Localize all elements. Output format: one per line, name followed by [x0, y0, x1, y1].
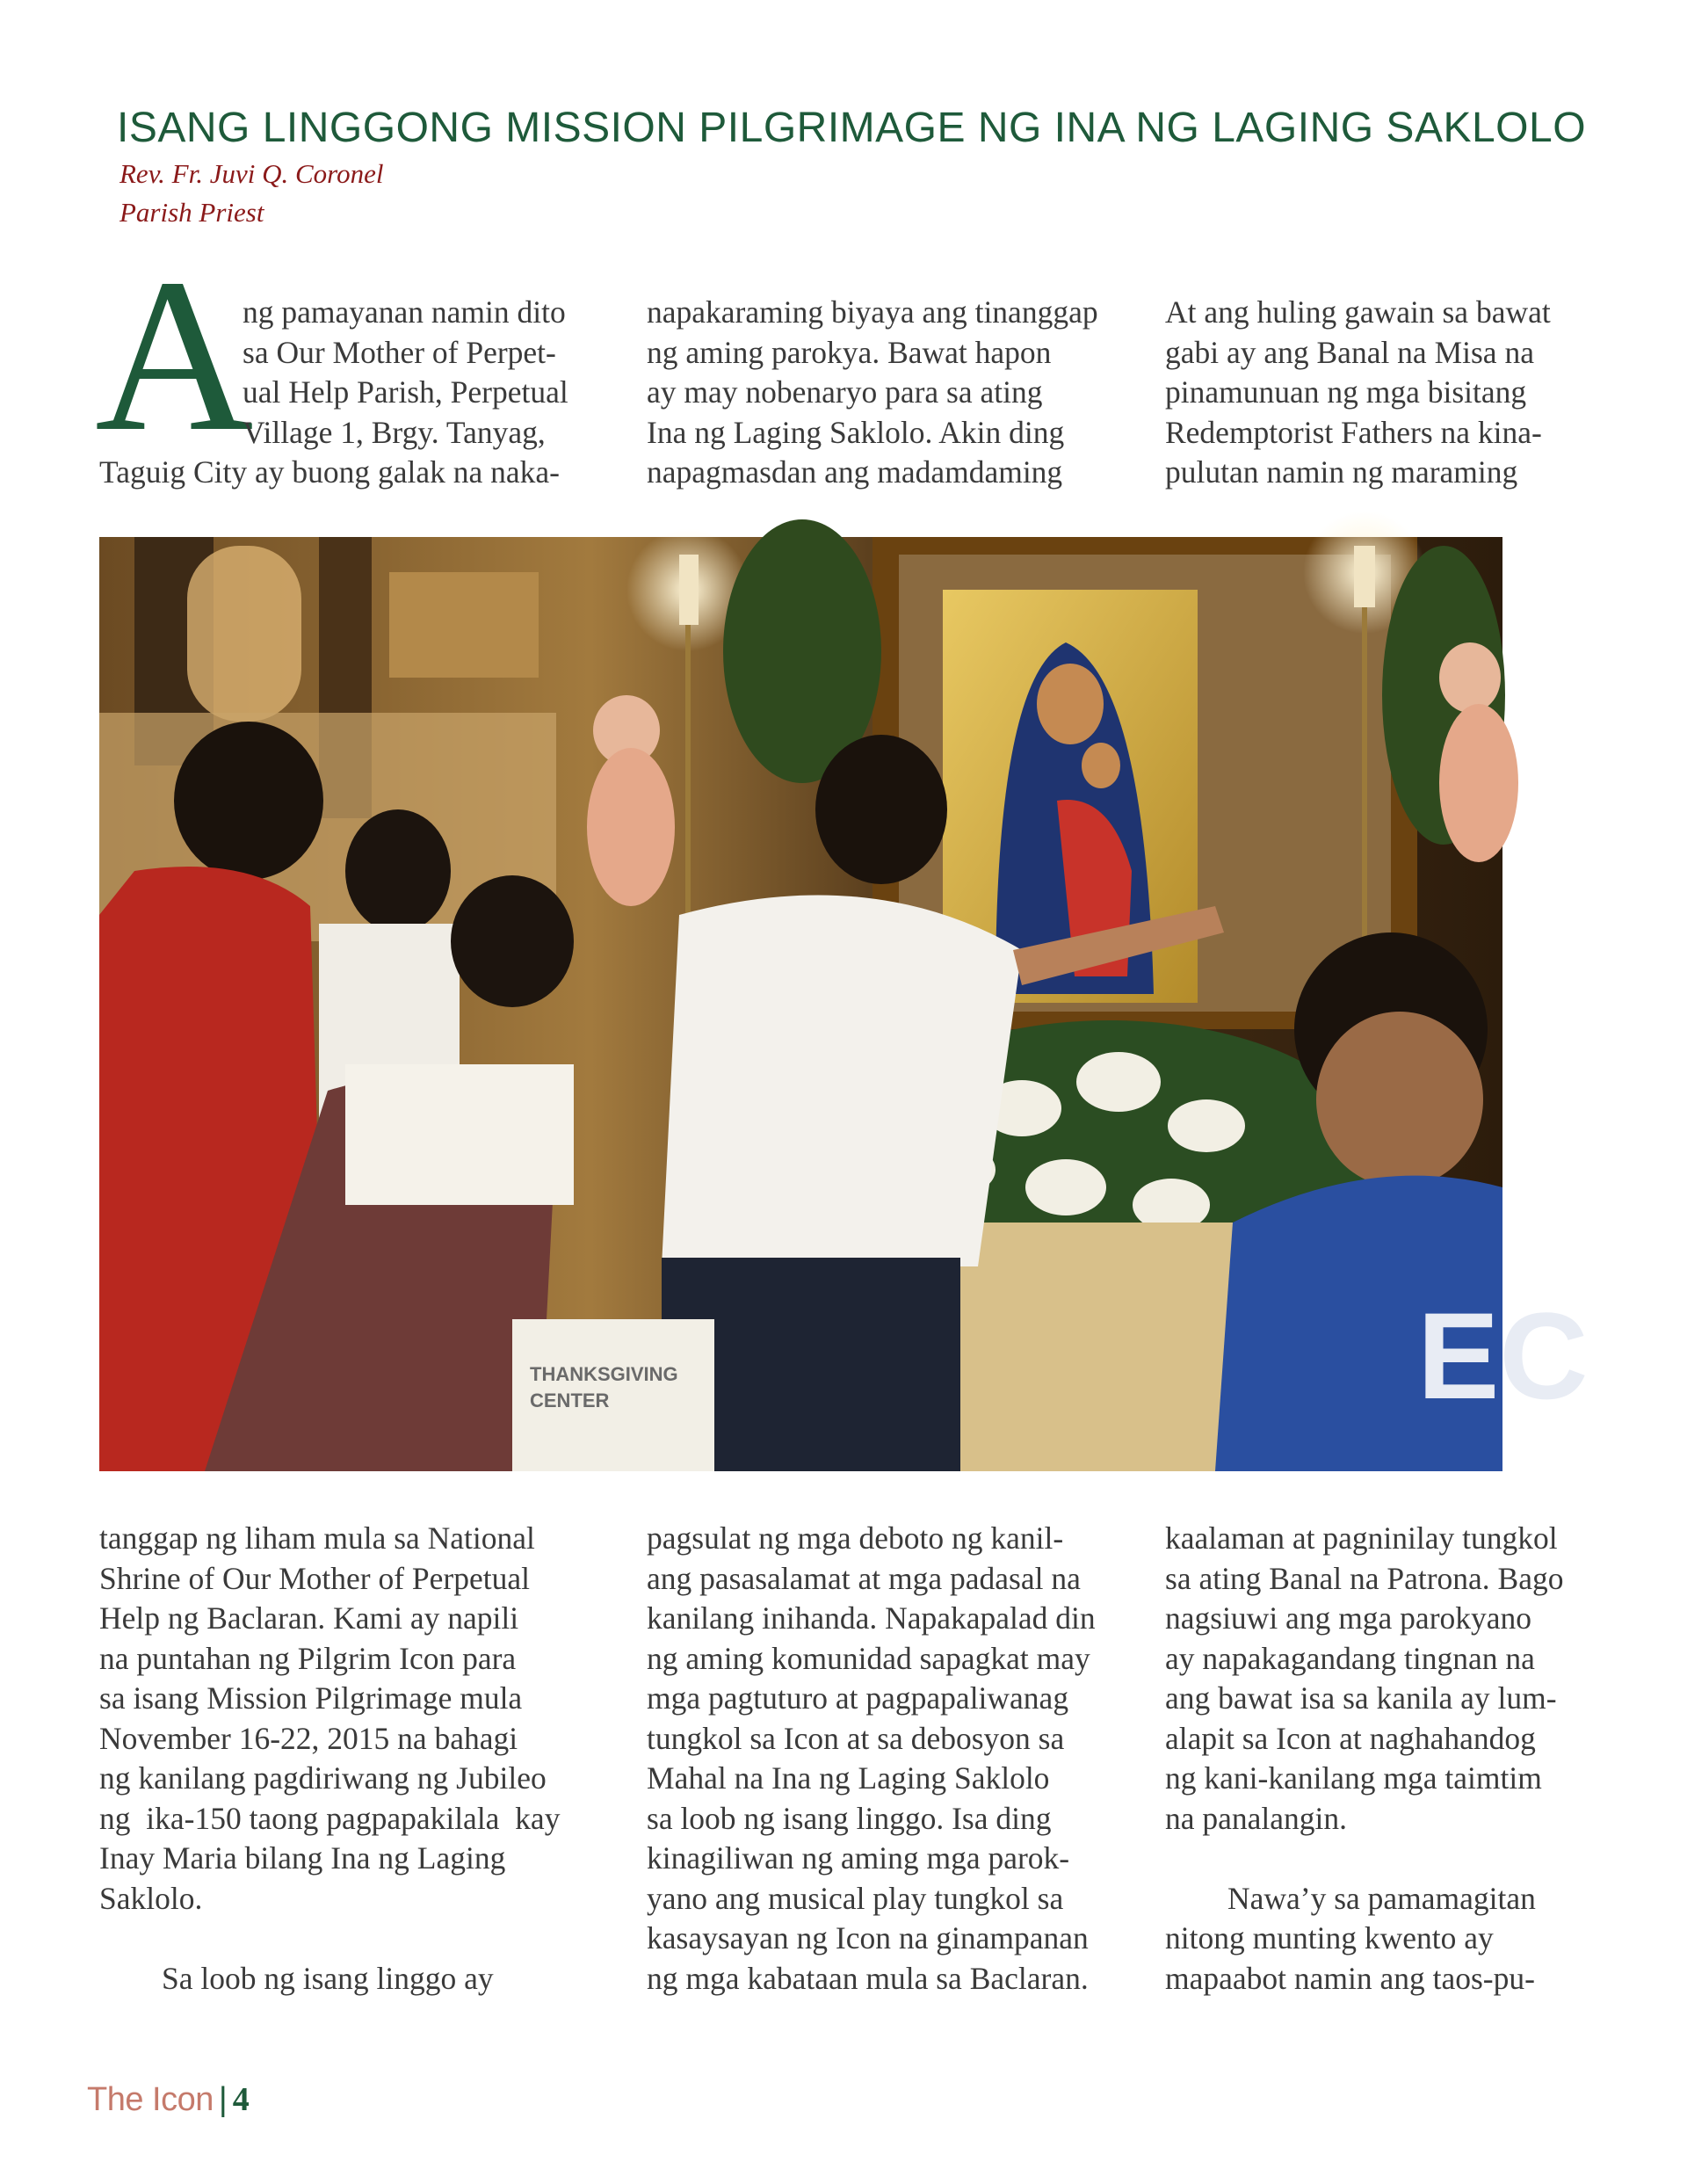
- text-line: ang bawat isa sa kanila ay lum-: [1165, 1680, 1557, 1716]
- text-line: ng aming parokya. Bawat hapon: [647, 334, 1052, 370]
- column-top-2: [647, 293, 1139, 493]
- paragraph-gap: [1165, 1839, 1657, 1879]
- text-line: sa ating Banal na Patrona. Bago: [1165, 1560, 1564, 1596]
- text-line: Help ng Baclaran. Kami ay napili: [99, 1600, 519, 1636]
- drop-cap: A: [95, 234, 254, 477]
- column-bottom-3: [1165, 1519, 1657, 1999]
- column-bottom-2: [647, 1519, 1139, 1999]
- text-line: sa isang Mission Pilgrimage mula: [99, 1680, 523, 1716]
- woman-hair: [174, 722, 323, 880]
- text-line: kanilang inihanda. Napakapalad din: [647, 1600, 1096, 1636]
- altar-back: [389, 572, 539, 678]
- text-line: mga pagtuturo at pagpapaliwanag: [647, 1680, 1069, 1716]
- cherub-body: [1439, 704, 1518, 862]
- cherub-body: [587, 748, 675, 906]
- box-label: CENTER: [530, 1389, 610, 1411]
- photo-illustration: [99, 537, 1589, 1471]
- arch: [187, 546, 301, 722]
- text-line: pinamunuan ng mga bisitang: [1165, 374, 1527, 410]
- text-line: napakaraming biyaya ang tinanggap: [647, 294, 1098, 330]
- paragraph-gap: [99, 1919, 591, 1959]
- text-line: tungkol sa Icon at sa debosyon sa: [647, 1720, 1065, 1756]
- boy-head: [345, 809, 451, 932]
- text-line: yano ang musical play tungkol sa: [647, 1880, 1064, 1916]
- candle: [1354, 546, 1375, 607]
- text-line: pulutan namin ng maraming: [1165, 454, 1518, 490]
- text-line: ual Help Parish, Perpetual: [243, 374, 568, 410]
- text-line: ang pasasalamat at mga padasal na: [647, 1560, 1081, 1596]
- text-line: kaalaman at pagninilay tungkol: [1165, 1520, 1558, 1556]
- author-name: Rev. Fr. Juvi Q. Coronel: [119, 158, 384, 189]
- white-flower: [1025, 1159, 1106, 1215]
- text-line: mapaabot namin ang taos-pu-: [1165, 1960, 1535, 1996]
- text-line: Saklolo.: [99, 1880, 203, 1916]
- text-line: ng ika-150 taong pagpapakilala kay: [99, 1800, 561, 1836]
- text-line: ng pamayanan namin dito: [243, 294, 566, 330]
- white-flower: [1168, 1099, 1245, 1152]
- column-top-1-last-line: [99, 453, 626, 493]
- box-label: THANKSGIVING: [530, 1363, 678, 1385]
- text-line: ay napakagandang tingnan na: [1165, 1640, 1535, 1676]
- text-line: na panalangin.: [1165, 1800, 1348, 1836]
- girl-head: [451, 875, 574, 1007]
- text-line: Shrine of Our Mother of Perpetual: [99, 1560, 530, 1596]
- text-line: Inay Maria bilang Ina ng Laging: [99, 1840, 506, 1876]
- text-line: nagsiuwi ang mga parokyano: [1165, 1600, 1532, 1636]
- text-line: Redemptorist Fathers na kina-: [1165, 414, 1542, 450]
- boy-face: [1316, 1012, 1483, 1187]
- girl-blouse: [345, 1064, 574, 1205]
- text-line: sa Our Mother of Perpet-: [243, 334, 556, 370]
- woman-hair: [815, 735, 947, 884]
- text-line: Nawa’y sa pamamagitan: [1165, 1880, 1536, 1916]
- candle-stand: [685, 625, 691, 941]
- text-line: gabi ay ang Banal na Misa na: [1165, 334, 1534, 370]
- author-role: Parish Priest: [119, 197, 264, 228]
- text-line: alapit sa Icon at naghahandog: [1165, 1720, 1536, 1756]
- mary-face: [1037, 664, 1104, 744]
- text-line: pagsulat ng mga deboto ng kanil-: [647, 1520, 1064, 1556]
- text-line: na puntahan ng Pilgrim Icon para: [99, 1640, 517, 1676]
- text-line: ng kani-kanilang mga taimtim: [1165, 1760, 1542, 1796]
- page-number: 4: [232, 2081, 250, 2118]
- candle-stand: [1362, 607, 1367, 959]
- text-line: ng kanilang pagdiriwang ng Jubileo: [99, 1760, 547, 1796]
- text-line: Taguig City ay buong galak na naka-: [99, 454, 560, 490]
- shirt-print: EC: [1417, 1287, 1589, 1425]
- text-line: Ina ng Laging Saklolo. Akin ding: [647, 414, 1065, 450]
- cherub-head: [1439, 642, 1501, 713]
- text-line: ng mga kabataan mula sa Baclaran.: [647, 1960, 1089, 1996]
- column-top-3: [1165, 293, 1657, 493]
- article-photo: [99, 537, 1589, 1471]
- text-line: Village 1, Brgy. Tanyag,: [243, 414, 546, 450]
- column-top-1: [243, 293, 612, 453]
- article-title: ISANG LINGGONG MISSION PILGRIMAGE NG INA NG LAGING SAKLOLO: [117, 105, 1587, 151]
- text-line: Sa loob ng isang linggo ay: [99, 1960, 494, 1996]
- text-line: tanggap ng liham mula sa National: [99, 1520, 535, 1556]
- text-line: At ang huling gawain sa bawat: [1165, 294, 1551, 330]
- text-line: kinagiliwan ng aming mga parok-: [647, 1840, 1070, 1876]
- footer-separator: |: [218, 2081, 228, 2118]
- candle: [679, 555, 699, 625]
- text-line: ng aming komunidad sapagkat may: [647, 1640, 1090, 1676]
- text-line: ay may nobenaryo para sa ating: [647, 374, 1043, 410]
- child-face: [1082, 743, 1120, 788]
- publication-name: The Icon: [87, 2081, 214, 2118]
- column-bottom-1: [99, 1519, 591, 1999]
- text-line: nitong munting kwento ay: [1165, 1920, 1494, 1955]
- text-line: napagmasdan ang madamdaming: [647, 454, 1063, 490]
- page-footer: [87, 2080, 250, 2119]
- text-line: November 16-22, 2015 na bahagi: [99, 1720, 518, 1756]
- text-line: Mahal na Ina ng Laging Saklolo: [647, 1760, 1050, 1796]
- text-line: kasaysayan ng Icon na ginampanan: [647, 1920, 1089, 1955]
- text-line: sa loob ng isang linggo. Isa ding: [647, 1800, 1052, 1836]
- white-flower: [1076, 1052, 1161, 1112]
- woman-white-shirt: [662, 896, 1022, 1267]
